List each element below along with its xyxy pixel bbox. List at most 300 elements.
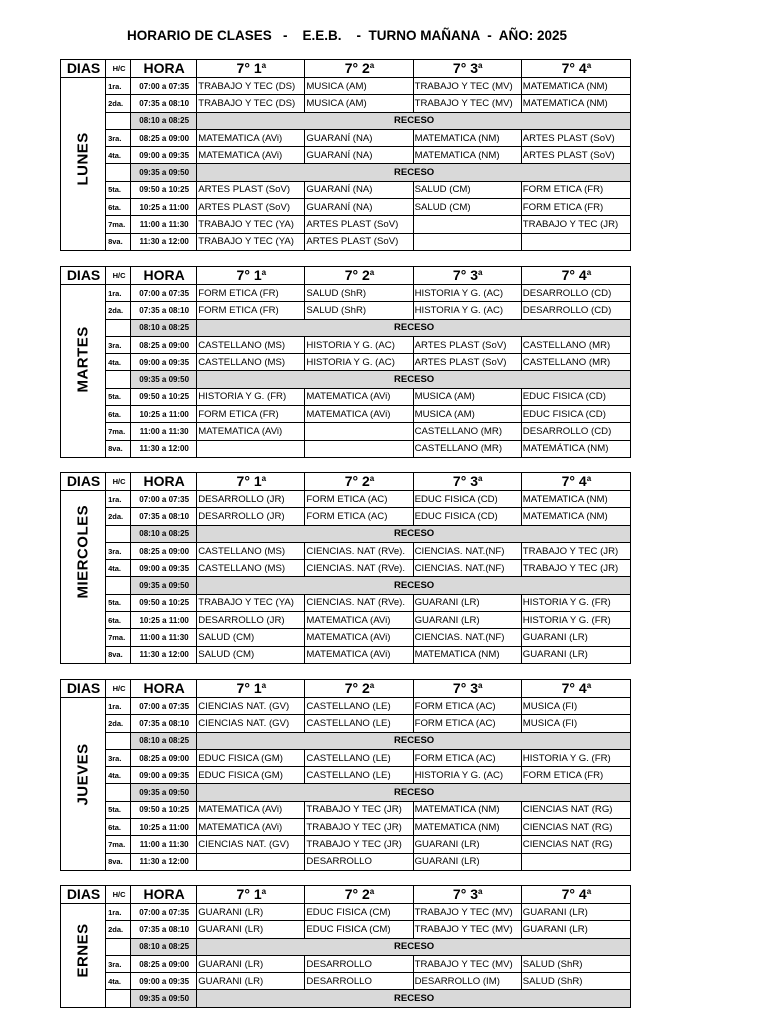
recess-label: RECESO (197, 525, 631, 542)
subject-cell: GUARANI (LR) (197, 973, 305, 990)
period-number: 7ma. (106, 216, 131, 233)
period-number: 1ra. (106, 904, 131, 921)
subject-cell: HISTORIA Y G. (AC) (305, 354, 413, 371)
recess-label: RECESO (197, 112, 631, 129)
subject-cell: FORM ETICA (FR) (521, 767, 630, 784)
time-slot: 08:10 a 08:25 (131, 732, 197, 749)
subject-cell: CASTELLANO (LE) (305, 749, 413, 766)
period-number: 2da. (106, 715, 131, 732)
subject-cell: MUSICA (AM) (305, 78, 413, 95)
period-row (61, 440, 631, 457)
period-number: 1ra. (106, 491, 131, 508)
period-number: 3ra. (106, 336, 131, 353)
time-slot: 07:00 a 07:35 (131, 904, 197, 921)
subject-cell (197, 853, 305, 870)
period-number (106, 319, 131, 336)
course-ordinal: a (477, 268, 483, 277)
period-number: 4ta. (106, 560, 131, 577)
course-header (305, 473, 413, 491)
subject-cell: CASTELLANO (MR) (413, 423, 521, 440)
course-header (521, 267, 630, 285)
period-row (61, 336, 631, 353)
hc-header: H/C (106, 886, 131, 904)
period-row (61, 78, 631, 95)
recess-label: RECESO (197, 577, 631, 594)
period-number (106, 784, 131, 801)
subject-cell: FORM ETICA (FR) (521, 181, 630, 198)
subject-cell: FORM ETICA (AC) (413, 698, 521, 715)
time-slot: 09:00 a 09:35 (131, 767, 197, 784)
subject-cell: FORM ETICA (AC) (305, 508, 413, 525)
course-ordinal: a (369, 268, 375, 277)
period-number (106, 525, 131, 542)
time-slot: 09:35 a 09:50 (131, 784, 197, 801)
time-slot: 11:00 a 11:30 (131, 836, 197, 853)
recess-label: RECESO (197, 164, 631, 181)
course-ordinal: a (477, 474, 483, 483)
period-number: 2da. (106, 508, 131, 525)
subject-cell: HISTORIA Y G. (AC) (413, 767, 521, 784)
header-row (61, 473, 631, 491)
period-row (61, 542, 631, 559)
subject-cell: CASTELLANO (MS) (197, 336, 305, 353)
subject-cell: MUSICA (AM) (413, 388, 521, 405)
subject-cell: SALUD (CM) (197, 629, 305, 646)
subject-cell: MATEMATICA (NM) (521, 95, 630, 112)
period-row (61, 95, 631, 112)
period-row (61, 819, 631, 836)
course-ordinal: a (477, 681, 483, 690)
course-ordinal: a (261, 61, 267, 70)
period-number: 8va. (106, 853, 131, 870)
time-slot: 11:00 a 11:30 (131, 423, 197, 440)
subject-cell: GUARANI (LR) (197, 955, 305, 972)
course-ordinal: a (586, 474, 592, 483)
subject-cell: EDUC FISICA (CD) (521, 406, 630, 423)
header-row (61, 680, 631, 698)
time-slot: 07:00 a 07:35 (131, 491, 197, 508)
period-number: 4ta. (106, 147, 131, 164)
subject-cell: CIENCIAS NAT (RG) (521, 801, 630, 818)
subject-cell: HISTORIA Y G. (AC) (413, 285, 521, 302)
course-ordinal: a (586, 887, 592, 896)
subject-cell: TRABAJO Y TEC (YA) (197, 216, 305, 233)
time-slot: 10:25 a 11:00 (131, 819, 197, 836)
time-slot: 09:35 a 09:50 (131, 577, 197, 594)
subject-cell: HISTORIA Y G. (FR) (197, 388, 305, 405)
period-number (106, 938, 131, 955)
time-slot: 09:50 a 10:25 (131, 388, 197, 405)
period-number: 6ta. (106, 406, 131, 423)
period-row (61, 216, 631, 233)
course-label: 7° 2 (344, 267, 370, 283)
subject-cell: MATEMATICA (AVi) (305, 406, 413, 423)
subject-cell: SALUD (ShR) (305, 285, 413, 302)
subject-cell: CIENCIAS. NAT (RVe). (305, 560, 413, 577)
course-ordinal: a (586, 268, 592, 277)
subject-cell: HISTORIA Y G. (AC) (413, 302, 521, 319)
subject-cell: DESARROLLO (305, 955, 413, 972)
hc-header: H/C (106, 60, 131, 78)
time-slot: 10:25 a 11:00 (131, 612, 197, 629)
course-header (197, 267, 305, 285)
hora-header: HORA (131, 60, 197, 78)
day-label-cell (61, 78, 106, 251)
subject-cell: DESARROLLO (IM) (413, 973, 521, 990)
course-label: 7° 2 (344, 60, 370, 76)
subject-cell: MATEMATICA (AVi) (197, 147, 305, 164)
course-ordinal: a (477, 61, 483, 70)
subject-cell: HISTORIA Y G. (FR) (521, 594, 630, 611)
subject-cell: DESARROLLO (305, 853, 413, 870)
subject-cell: GUARANÍ (NA) (305, 181, 413, 198)
day-label: MIERCOLES (74, 505, 92, 600)
subject-cell: GUARANI (LR) (413, 853, 521, 870)
period-row (61, 921, 631, 938)
subject-cell: DESARROLLO (CD) (521, 285, 630, 302)
period-row (61, 853, 631, 870)
course-header (413, 60, 521, 78)
subject-cell (521, 853, 630, 870)
course-ordinal: a (369, 474, 375, 483)
header-row (61, 60, 631, 78)
recess-label: RECESO (197, 938, 631, 955)
time-slot: 08:25 a 09:00 (131, 749, 197, 766)
subject-cell: EDUC FISICA (GM) (197, 749, 305, 766)
course-ordinal: a (261, 268, 267, 277)
time-slot: 11:30 a 12:00 (131, 440, 197, 457)
recess-row (61, 732, 631, 749)
period-row (61, 715, 631, 732)
subject-cell: GUARANI (LR) (521, 921, 630, 938)
subject-cell: MATEMATICA (NM) (413, 646, 521, 663)
course-header (521, 886, 630, 904)
course-label: 7° 1 (236, 680, 262, 696)
time-slot: 07:35 a 08:10 (131, 715, 197, 732)
subject-cell: CIENCIAS. NAT (RVe). (305, 542, 413, 559)
period-number: 6ta. (106, 819, 131, 836)
period-row (61, 767, 631, 784)
hora-header: HORA (131, 680, 197, 698)
period-number (106, 577, 131, 594)
period-row (61, 955, 631, 972)
subject-cell: ARTES PLAST (SoV) (413, 336, 521, 353)
course-ordinal: a (261, 681, 267, 690)
recess-label: RECESO (197, 990, 631, 1007)
time-slot: 09:35 a 09:50 (131, 371, 197, 388)
day-table-miercoles (60, 472, 631, 664)
course-header (305, 267, 413, 285)
course-label: 7° 3 (452, 60, 478, 76)
subject-cell: MATEMATICA (AVi) (197, 129, 305, 146)
period-number: 6ta. (106, 612, 131, 629)
period-row (61, 491, 631, 508)
period-row (61, 698, 631, 715)
period-number: 7ma. (106, 836, 131, 853)
recess-row (61, 164, 631, 181)
period-number: 8va. (106, 233, 131, 250)
subject-cell: FORM ETICA (AC) (413, 715, 521, 732)
time-slot: 08:25 a 09:00 (131, 336, 197, 353)
course-label: 7° 2 (344, 473, 370, 489)
period-number: 5ta. (106, 181, 131, 198)
day-label: ERNES (74, 923, 92, 978)
course-label: 7° 3 (452, 267, 478, 283)
dias-header: DIAS (61, 680, 106, 698)
recess-label: RECESO (197, 319, 631, 336)
subject-cell: CIENCIAS NAT (RG) (521, 819, 630, 836)
recess-row (61, 784, 631, 801)
period-row (61, 801, 631, 818)
day-label: JUEVES (74, 743, 92, 807)
subject-cell: MATEMATICA (AVi) (197, 819, 305, 836)
subject-cell: CIENCIAS. NAT.(NF) (413, 629, 521, 646)
subject-cell: GUARANI (LR) (521, 904, 630, 921)
day-label-cell (61, 491, 106, 664)
subject-cell: TRABAJO Y TEC (MV) (413, 955, 521, 972)
subject-cell: ARTES PLAST (SoV) (305, 233, 413, 250)
subject-cell: TRABAJO Y TEC (JR) (521, 560, 630, 577)
subject-cell: GUARANI (LR) (197, 921, 305, 938)
period-number: 7ma. (106, 629, 131, 646)
subject-cell: FORM ETICA (FR) (197, 302, 305, 319)
period-number: 4ta. (106, 354, 131, 371)
period-number: 4ta. (106, 767, 131, 784)
time-slot: 08:25 a 09:00 (131, 955, 197, 972)
time-slot: 08:10 a 08:25 (131, 938, 197, 955)
period-number (106, 371, 131, 388)
period-row (61, 423, 631, 440)
period-row (61, 181, 631, 198)
hc-header: H/C (106, 680, 131, 698)
subject-cell: ARTES PLAST (SoV) (305, 216, 413, 233)
time-slot: 07:35 a 08:10 (131, 302, 197, 319)
time-slot: 11:30 a 12:00 (131, 853, 197, 870)
subject-cell: GUARANI (LR) (521, 646, 630, 663)
subject-cell: SALUD (CM) (413, 199, 521, 216)
recess-row (61, 525, 631, 542)
subject-cell: CASTELLANO (MS) (197, 354, 305, 371)
period-row (61, 406, 631, 423)
time-slot: 11:00 a 11:30 (131, 629, 197, 646)
subject-cell: CASTELLANO (LE) (305, 767, 413, 784)
period-row (61, 129, 631, 146)
period-number (106, 732, 131, 749)
subject-cell: GUARANI (LR) (413, 612, 521, 629)
recess-row (61, 577, 631, 594)
subject-cell: HISTORIA Y G. (AC) (305, 336, 413, 353)
subject-cell: MUSICA (AM) (413, 406, 521, 423)
course-header (305, 680, 413, 698)
period-row (61, 629, 631, 646)
subject-cell: ARTES PLAST (SoV) (197, 199, 305, 216)
time-slot: 10:25 a 11:00 (131, 199, 197, 216)
course-header (413, 680, 521, 698)
time-slot: 07:00 a 07:35 (131, 698, 197, 715)
subject-cell: CASTELLANO (MS) (197, 542, 305, 559)
time-slot: 07:00 a 07:35 (131, 285, 197, 302)
course-label: 7° 4 (561, 267, 587, 283)
course-header (197, 60, 305, 78)
subject-cell: MATEMATICA (AVi) (305, 388, 413, 405)
dias-header: DIAS (61, 267, 106, 285)
course-label: 7° 4 (561, 680, 587, 696)
header-row (61, 267, 631, 285)
period-number: 3ra. (106, 749, 131, 766)
header-row (61, 886, 631, 904)
period-number: 8va. (106, 646, 131, 663)
time-slot: 09:50 a 10:25 (131, 801, 197, 818)
subject-cell: TRABAJO Y TEC (MV) (413, 904, 521, 921)
subject-cell: TRABAJO Y TEC (MV) (413, 78, 521, 95)
day-label-cell (61, 285, 106, 458)
time-slot: 07:35 a 08:10 (131, 921, 197, 938)
period-row (61, 904, 631, 921)
period-number: 5ta. (106, 388, 131, 405)
subject-cell: FORM ETICA (AC) (413, 749, 521, 766)
period-number (106, 112, 131, 129)
subject-cell: FORM ETICA (FR) (197, 285, 305, 302)
subject-cell: MATEMATICA (NM) (413, 801, 521, 818)
course-header (413, 473, 521, 491)
day-label-cell (61, 698, 106, 871)
recess-label: RECESO (197, 371, 631, 388)
course-label: 7° 1 (236, 267, 262, 283)
course-ordinal: a (369, 887, 375, 896)
period-row (61, 354, 631, 371)
subject-cell: MATEMATICA (AVi) (305, 629, 413, 646)
subject-cell: CASTELLANO (MR) (413, 440, 521, 457)
subject-cell: MATEMATICA (AVi) (305, 612, 413, 629)
subject-cell: DESARROLLO (JR) (197, 491, 305, 508)
time-slot: 09:00 a 09:35 (131, 147, 197, 164)
subject-cell: MATEMATICA (NM) (413, 129, 521, 146)
subject-cell: CASTELLANO (MR) (521, 354, 630, 371)
subject-cell: TRABAJO Y TEC (JR) (305, 836, 413, 853)
dias-header: DIAS (61, 886, 106, 904)
subject-cell: CIENCIAS NAT (RG) (521, 836, 630, 853)
subject-cell: FORM ETICA (AC) (305, 491, 413, 508)
subject-cell: GUARANI (LR) (413, 836, 521, 853)
subject-cell: HISTORIA Y G. (FR) (521, 612, 630, 629)
period-number: 1ra. (106, 698, 131, 715)
day-table-martes (60, 266, 631, 458)
subject-cell: EDUC FISICA (GM) (197, 767, 305, 784)
subject-cell: SALUD (CM) (197, 646, 305, 663)
subject-cell: MATEMATICA (NM) (521, 491, 630, 508)
subject-cell: EDUC FISICA (CD) (413, 491, 521, 508)
day-label: MARTES (74, 326, 92, 394)
time-slot: 09:00 a 09:35 (131, 973, 197, 990)
period-number: 6ta. (106, 199, 131, 216)
time-slot: 07:35 a 08:10 (131, 508, 197, 525)
subject-cell: CIENCIAS NAT. (GV) (197, 836, 305, 853)
period-number: 2da. (106, 95, 131, 112)
course-label: 7° 2 (344, 680, 370, 696)
subject-cell: MATEMATICA (AVi) (197, 801, 305, 818)
period-row (61, 388, 631, 405)
subject-cell: GUARANI (LR) (413, 594, 521, 611)
course-label: 7° 1 (236, 473, 262, 489)
period-number: 5ta. (106, 594, 131, 611)
subject-cell: SALUD (ShR) (305, 302, 413, 319)
time-slot: 08:10 a 08:25 (131, 112, 197, 129)
subject-cell: FORM ETICA (FR) (521, 199, 630, 216)
time-slot: 07:00 a 07:35 (131, 78, 197, 95)
hora-header: HORA (131, 473, 197, 491)
day-label: LUNES (74, 132, 92, 187)
day-table-ernes (60, 885, 631, 1008)
course-label: 7° 3 (452, 473, 478, 489)
course-header (413, 267, 521, 285)
period-number: 8va. (106, 440, 131, 457)
time-slot: 08:10 a 08:25 (131, 525, 197, 542)
subject-cell: EDUC FISICA (CD) (413, 508, 521, 525)
recess-row (61, 319, 631, 336)
subject-cell: MATEMÁTICA (NM) (521, 440, 630, 457)
subject-cell: ARTES PLAST (SoV) (413, 354, 521, 371)
course-label: 7° 1 (236, 886, 262, 902)
period-number (106, 164, 131, 181)
subject-cell (305, 423, 413, 440)
subject-cell: TRABAJO Y TEC (YA) (197, 594, 305, 611)
recess-label: RECESO (197, 784, 631, 801)
period-row (61, 199, 631, 216)
subject-cell: MATEMATICA (NM) (521, 508, 630, 525)
subject-cell: EDUC FISICA (CM) (305, 921, 413, 938)
subject-cell: SALUD (ShR) (521, 973, 630, 990)
subject-cell: GUARANÍ (NA) (305, 147, 413, 164)
time-slot: 10:25 a 11:00 (131, 406, 197, 423)
subject-cell: DESARROLLO (CD) (521, 302, 630, 319)
period-row (61, 612, 631, 629)
time-slot: 07:35 a 08:10 (131, 95, 197, 112)
period-row (61, 973, 631, 990)
subject-cell: MATEMATICA (NM) (521, 78, 630, 95)
course-ordinal: a (261, 474, 267, 483)
subject-cell: TRABAJO Y TEC (JR) (521, 216, 630, 233)
period-number: 4ta. (106, 973, 131, 990)
course-header (305, 60, 413, 78)
time-slot: 09:00 a 09:35 (131, 560, 197, 577)
subject-cell: ARTES PLAST (SoV) (197, 181, 305, 198)
subject-cell: EDUC FISICA (CD) (521, 388, 630, 405)
subject-cell: TRABAJO Y TEC (MV) (413, 921, 521, 938)
subject-cell: TRABAJO Y TEC (JR) (521, 542, 630, 559)
time-slot: 08:25 a 09:00 (131, 129, 197, 146)
subject-cell: FORM ETICA (FR) (197, 406, 305, 423)
subject-cell: CASTELLANO (MS) (197, 560, 305, 577)
subject-cell (197, 440, 305, 457)
course-label: 7° 4 (561, 886, 587, 902)
subject-cell: CIENCIAS NAT. (GV) (197, 715, 305, 732)
course-label: 7° 2 (344, 886, 370, 902)
course-label: 7° 4 (561, 60, 587, 76)
course-header (521, 60, 630, 78)
recess-row (61, 112, 631, 129)
subject-cell: GUARANÍ (NA) (305, 199, 413, 216)
subject-cell: ARTES PLAST (SoV) (521, 129, 630, 146)
hc-header: H/C (106, 473, 131, 491)
subject-cell (413, 216, 521, 233)
period-number: 3ra. (106, 129, 131, 146)
subject-cell: TRABAJO Y TEC (DS) (197, 95, 305, 112)
day-table-lunes (60, 59, 631, 251)
hora-header: HORA (131, 886, 197, 904)
day-table-jueves (60, 679, 631, 871)
period-number: 3ra. (106, 542, 131, 559)
course-header (197, 473, 305, 491)
